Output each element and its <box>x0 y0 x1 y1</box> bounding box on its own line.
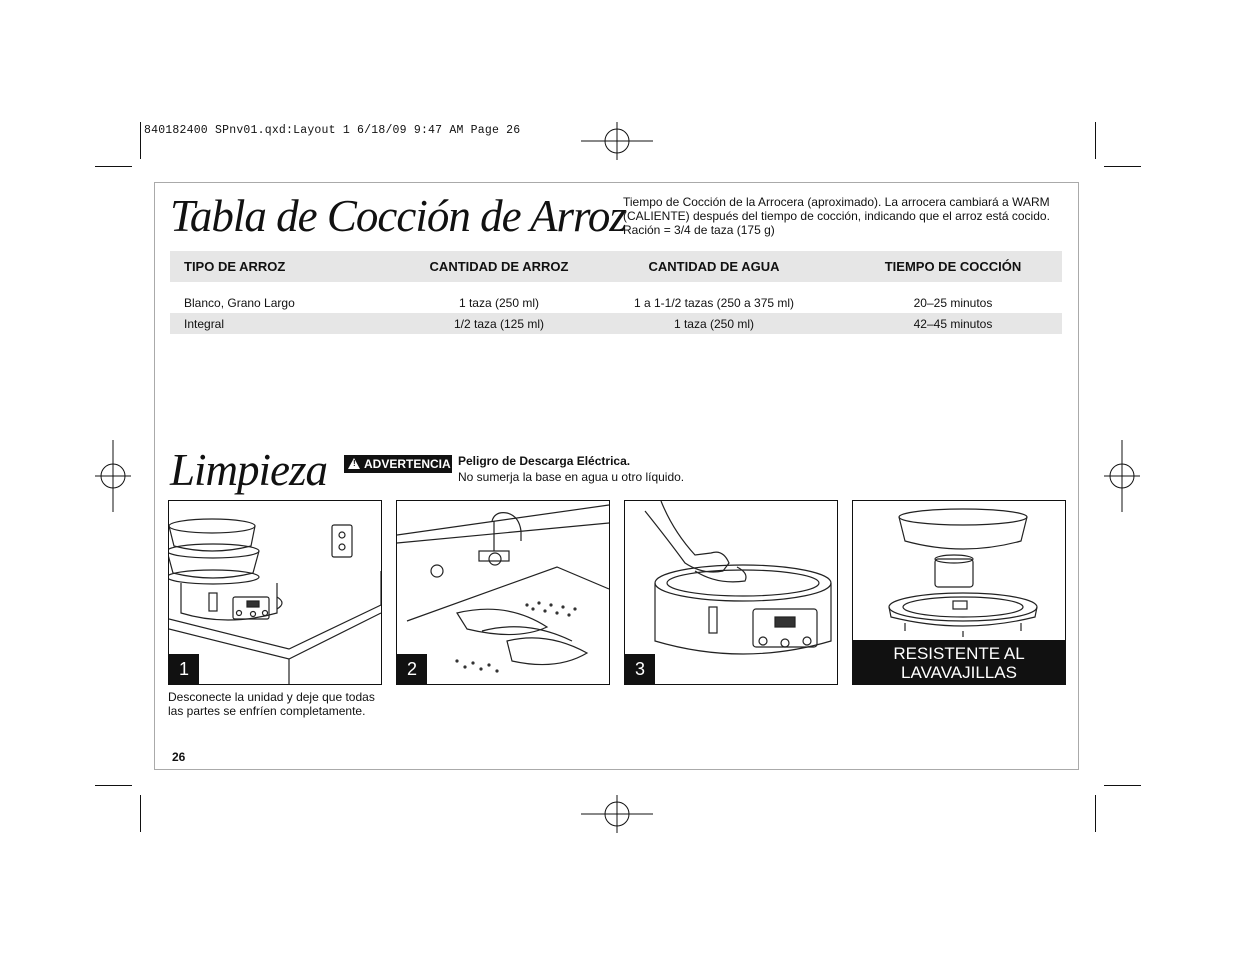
table-header-row <box>170 251 1062 282</box>
table-row <box>170 292 1062 313</box>
warning-text: No sumerja la base en agua u otro líquido. <box>458 470 685 484</box>
table-cell: Integral <box>170 313 414 334</box>
table-cell: Blanco, Grano Largo <box>184 295 295 310</box>
step-3-panel <box>624 500 838 685</box>
rice-table-note <box>623 195 1063 237</box>
step-1-panel <box>168 500 382 685</box>
page-number: 26 <box>172 750 186 764</box>
caption-line: Desconecte la unidad y deje que todas <box>168 690 375 704</box>
table-cell: 1 taza (250 ml) <box>458 295 540 310</box>
header-rice-amount: CANTIDAD DE ARROZ <box>414 251 584 282</box>
table-cell: 1/2 taza (125 ml) <box>414 313 584 334</box>
rice-table-title: Tabla de Cocción de Arroz <box>170 191 626 241</box>
table-cell: 20–25 minutos <box>913 295 993 310</box>
step-number: 3 <box>625 654 655 684</box>
dishwasher-label-line: LAVAVAJILLAS <box>901 663 1017 682</box>
step-number: 1 <box>169 654 199 684</box>
step-2-panel <box>396 500 610 685</box>
dishwasher-safe-label <box>853 640 1065 684</box>
note-line: Tiempo de Cocción de la Arrocera (aproximado). La arrocera cambiará a WARM <box>623 195 1050 209</box>
step-1-caption <box>168 690 375 718</box>
warning-title: Peligro de Descarga Eléctrica. <box>458 454 631 468</box>
step-number: 2 <box>397 654 427 684</box>
dishwasher-label-line: RESISTENTE AL <box>893 644 1025 663</box>
header-rice-type: TIPO DE ARROZ <box>170 251 414 282</box>
header-water-amount: CANTIDAD DE AGUA <box>584 251 844 282</box>
print-slug: 840182400 SPnv01.qxd:Layout 1 6/18/09 9:47 AM Page 26 <box>144 124 521 137</box>
warning-badge-label: ADVERTENCIA <box>364 457 451 471</box>
header-cooking-time: TIEMPO DE COCCIÓN <box>844 251 1062 282</box>
warning-badge <box>344 455 452 473</box>
caption-line: las partes se enfríen completamente. <box>168 704 366 718</box>
rice-cooking-table <box>170 251 1062 334</box>
cleaning-title: Limpieza <box>170 445 328 495</box>
table-cell: 42–45 minutos <box>844 313 1062 334</box>
table-cell: 1 taza (250 ml) <box>584 313 844 334</box>
table-row <box>170 313 1062 334</box>
unplugged-steamer-illustration <box>169 501 382 685</box>
sink-washing-illustration <box>397 501 610 685</box>
warning-triangle-icon: ! <box>348 458 360 469</box>
note-line: (CALIENTE) después del tiempo de cocción, indicando que el arroz está cocido. <box>623 209 1050 223</box>
note-line: Ración = 3/4 de taza (175 g) <box>623 223 775 237</box>
dishwasher-panel <box>852 500 1066 685</box>
table-cell: 1 a 1-1/2 tazas (250 a 375 ml) <box>633 295 795 310</box>
wipe-base-illustration <box>625 501 838 685</box>
